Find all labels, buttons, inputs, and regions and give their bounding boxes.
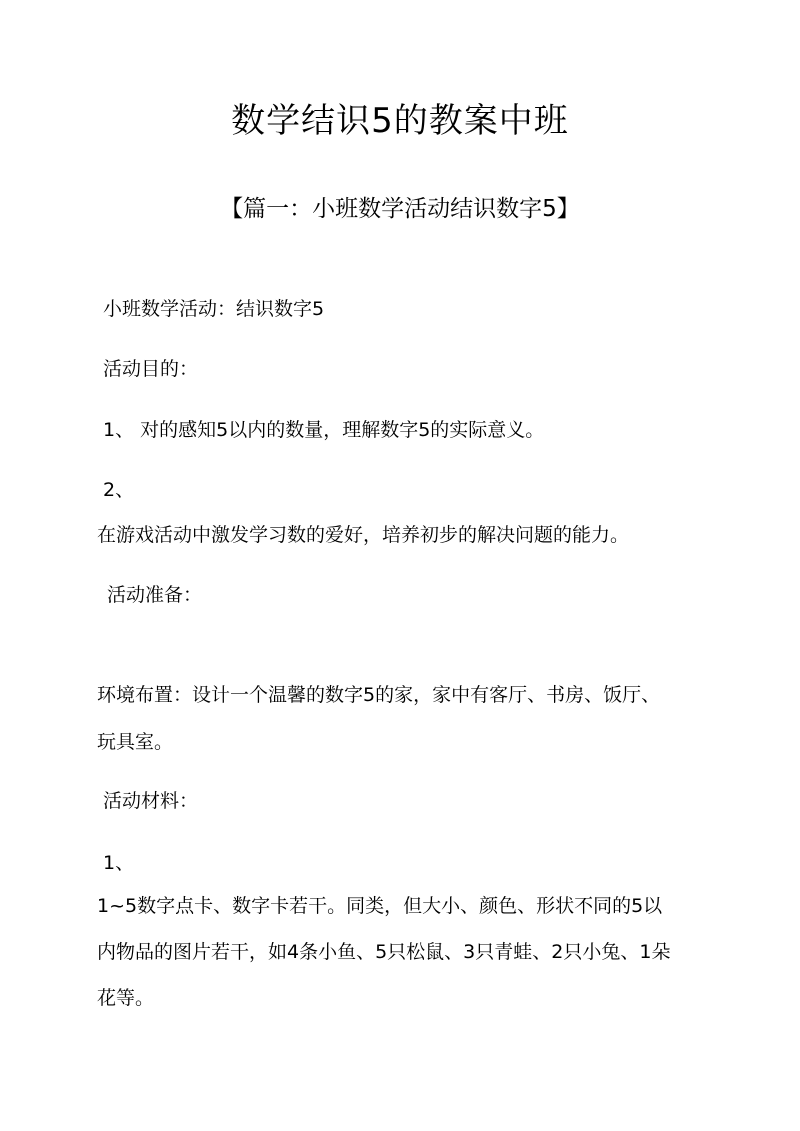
paragraph-goal-1: 1、 对的感知5以内的数量，理解数字5的实际意义。 bbox=[103, 419, 545, 441]
paragraph-material-1-number: 1、 bbox=[103, 852, 135, 874]
paragraph-activity-goal-heading: 活动目的： bbox=[103, 358, 199, 380]
paragraph-activity-name: 小班数学活动：结识数字5 bbox=[103, 298, 325, 320]
paragraph-material-line-3: 花等。 bbox=[97, 987, 155, 1009]
paragraph-material-line-2: 内物品的图片若干，如4条小鱼、5只松鼠、3只青蛙、2只小兔、1朵 bbox=[97, 941, 671, 963]
paragraph-goal-2: 在游戏活动中激发学习数的爱好，培养初步的解决问题的能力。 bbox=[97, 524, 630, 546]
paragraph-environment-line-2: 玩具室。 bbox=[97, 731, 174, 753]
document-title: 数学结识5的教案中班 bbox=[231, 101, 569, 141]
paragraph-material-line-1: 1~5数字点卡、数字卡若干。同类，但大小、颜色、形状不同的5以 bbox=[97, 895, 663, 917]
document-subtitle: 【篇一：小班数学活动结识数字5】 bbox=[220, 196, 580, 222]
paragraph-preparation-heading: 活动准备： bbox=[107, 584, 203, 606]
paragraph-goal-2-number: 2、 bbox=[103, 479, 135, 501]
paragraph-materials-heading: 活动材料： bbox=[103, 790, 199, 812]
paragraph-environment-line-1: 环境布置：设计一个温馨的数字5的家，家中有客厅、书房、饭厅、 bbox=[97, 684, 661, 706]
